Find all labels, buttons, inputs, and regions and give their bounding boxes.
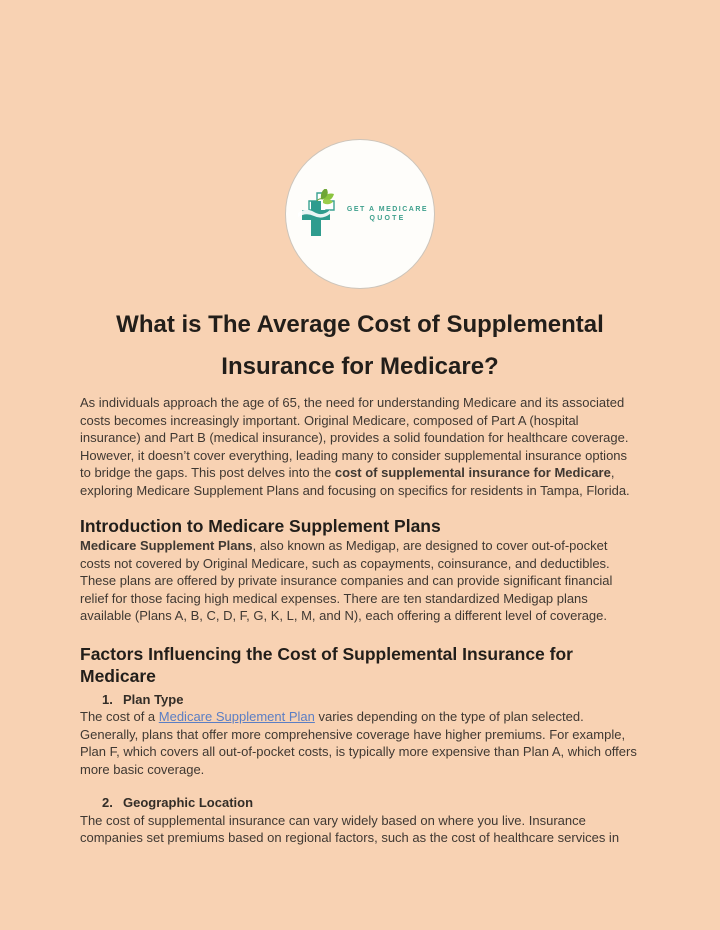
list-number: 1. bbox=[102, 691, 113, 707]
article-body bbox=[0, 394, 720, 847]
text-run: varies depending on the type of plan selected. Generally, plans that offer more comprehensive coverage have higher premiums. For example, Plan F, which covers all out-of-pocket costs, is typically more expensive than Plan A, which offers more basic coverage. bbox=[80, 709, 637, 777]
page-title-line1: What is The Average Cost of Supplemental bbox=[116, 311, 604, 338]
logo-wordmark bbox=[347, 205, 428, 223]
list-label: Plan Type bbox=[123, 691, 184, 707]
text-run: The cost of a bbox=[80, 709, 159, 724]
text-run: , exploring Medicare Supplement Plans and focusing on specifics for residents in Tampa, Florida. bbox=[80, 465, 630, 498]
page-title bbox=[0, 304, 720, 388]
list-label: Geographic Location bbox=[123, 795, 254, 810]
text-run-bold: Medicare Supplement Plans bbox=[80, 538, 253, 553]
logo bbox=[292, 189, 428, 239]
text-run-bold: cost of supplemental insurance for Medicare bbox=[334, 465, 611, 480]
logo-wordmark-line2: QUOTE bbox=[369, 215, 406, 222]
section-heading-introduction: Introduction to Medicare Supplement Plans bbox=[80, 516, 441, 536]
list-number: 2. bbox=[102, 795, 113, 810]
text-run: As individuals approach the age of 65, the need for understanding Medicare and its associated costs becomes increasingly important. Original Medicare, composed of Part A (hospital insurance) and Part B (medical insurance), provides a solid foundation for healthcare coverage. However, it doesn’t cover everything, leading many to consider supplemental insurance options to bridge the gaps. This post delves into the bbox=[80, 395, 629, 480]
medical-cross-icon bbox=[292, 189, 342, 239]
logo-circle bbox=[286, 140, 434, 288]
text-run: , also known as Medigap, are designed to cover out-of-pocket costs not covered by Original Medicare, such as copayments, coinsurance, and deductibles. These plans are offered by private insurance companies and can provide significant financial relief for those facing high medical expenses. There are ten standardized Medigap plans available (Plans A, B, C, D, F, G, K, L, M, and N), each offering a different level of coverage. bbox=[80, 538, 613, 623]
list-item-plan-type bbox=[80, 691, 640, 709]
plan-type-paragraph bbox=[80, 708, 640, 778]
section-heading-factors: Factors Influencing the Cost of Supplemental Insurance for Medicare bbox=[80, 643, 573, 686]
page-title-line2: Insurance for Medicare? bbox=[221, 353, 499, 380]
logo-wordmark-line1: GET A MEDICARE bbox=[346, 206, 429, 213]
geographic-paragraph: The cost of supplemental insurance can vary widely based on where you live. Insurance companies set premiums based on regional factors, such as the cost of healthcare services in bbox=[80, 812, 620, 845]
list-item-geographic-location bbox=[80, 794, 640, 812]
intro-paragraph bbox=[80, 394, 640, 499]
medicare-supplement-plan-link[interactable]: Medicare Supplement Plan bbox=[158, 709, 315, 724]
medigap-paragraph bbox=[80, 537, 640, 625]
